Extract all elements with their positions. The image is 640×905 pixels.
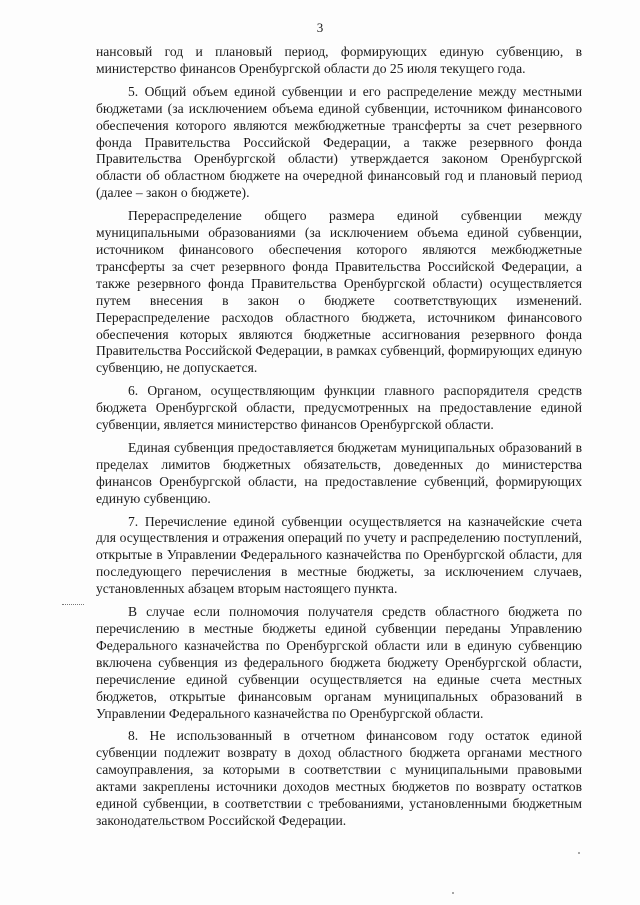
paragraph-item-6: 6. Органом, осуществляющим функции главного распорядителя средств бюджета Оренбургской области, предусмотренных на предоставление единой субвенции, является министерство финансов Оренбургской области. [96, 383, 582, 433]
document-body [96, 44, 582, 836]
paragraph-item-8: 8. Не использованный в отчетном финансовом году остаток единой субвенции подлежит возврату в доход областного бюджета органами местного самоуправления, за которыми в соответствии с муниципальными правовыми актами закреплены источники доходов местных бюджетов по возврату остатков единой субвенции, в соответствии с требованиями, установленными бюджетным законодательством Российской Федерации. [96, 728, 582, 828]
scan-artifact-dot [452, 892, 454, 894]
scan-artifact-mark [62, 604, 84, 606]
scan-artifact-dot [578, 852, 580, 854]
paragraph-item-5: 5. Общий объем единой субвенции и его распределение между местными бюджетами (за исключением объема единой субвенции, источником финансового обеспечения которого являются межбюджетные трансферты за счет резервного фонда Правительства Российской Федерации, а также резервного фонда Правительства Оренбургской области) утверждается законом Оренбургской области об областном бюджете на очередной финансовый год и плановый период (далее – закон о бюджете). [96, 83, 582, 201]
paragraph-single-subvention: Единая субвенция предоставляется бюджетам муниципальных образований в пределах лимитов бюджетных обязательств, доведенных до министерства финансов Оренбургской области, на предоставление субвенций, формирующих единую субвенцию. [96, 439, 582, 506]
paragraph-continuation: нансовый год и плановый период, формирующих единую субвенцию, в министерство финансов Оренбургской области до 25 июля текущего года. [96, 44, 582, 76]
page-number: 3 [316, 20, 324, 35]
paragraph-item-7: 7. Перечисление единой субвенции осуществляется на казначейские счета для осуществления и отражения операций по учету и распределению поступлений, открытые в Управлении Федерального казначейства по Оренбургской области, для последующего перечисления в местные бюджеты, за исключением случаев, установленных абзацем вторым настоящего пункта. [96, 513, 582, 597]
paragraph-transfer-case: В случае если полномочия получателя средств областного бюджета по перечислению в местные бюджеты единой субвенции переданы Управлению Федерального казначейства по Оренбургской области или в единую субвенцию включена субвенция из федерального бюджета бюджету Оренбургской области, перечисление единой субвенции осуществляется на единые счета местных бюджетов, открытые финансовым органам муниципальных образований в Управлении Федерального казначейства по Оренбургской области. [96, 604, 582, 721]
paragraph-redistribution: Перераспределение общего размера единой субвенции между муниципальными образованиями (за исключением объема единой субвенции, источником финансового обеспечения которого являются межбюджетные трансферты за счет резервного фонда Правительства Российской Федерации, а также резервного фонда Правительства Оренбургской области) осуществляется путем внесения в закон о бюджете соответствующих изменений. Перераспределение расходов областного бюджета, источником финансового обеспечения которых являются бюджетные ассигнования резервного фонда Правительства Российской Федерации, в рамках субвенций, формирующих единую субвенцию, не допускается. [96, 208, 582, 376]
